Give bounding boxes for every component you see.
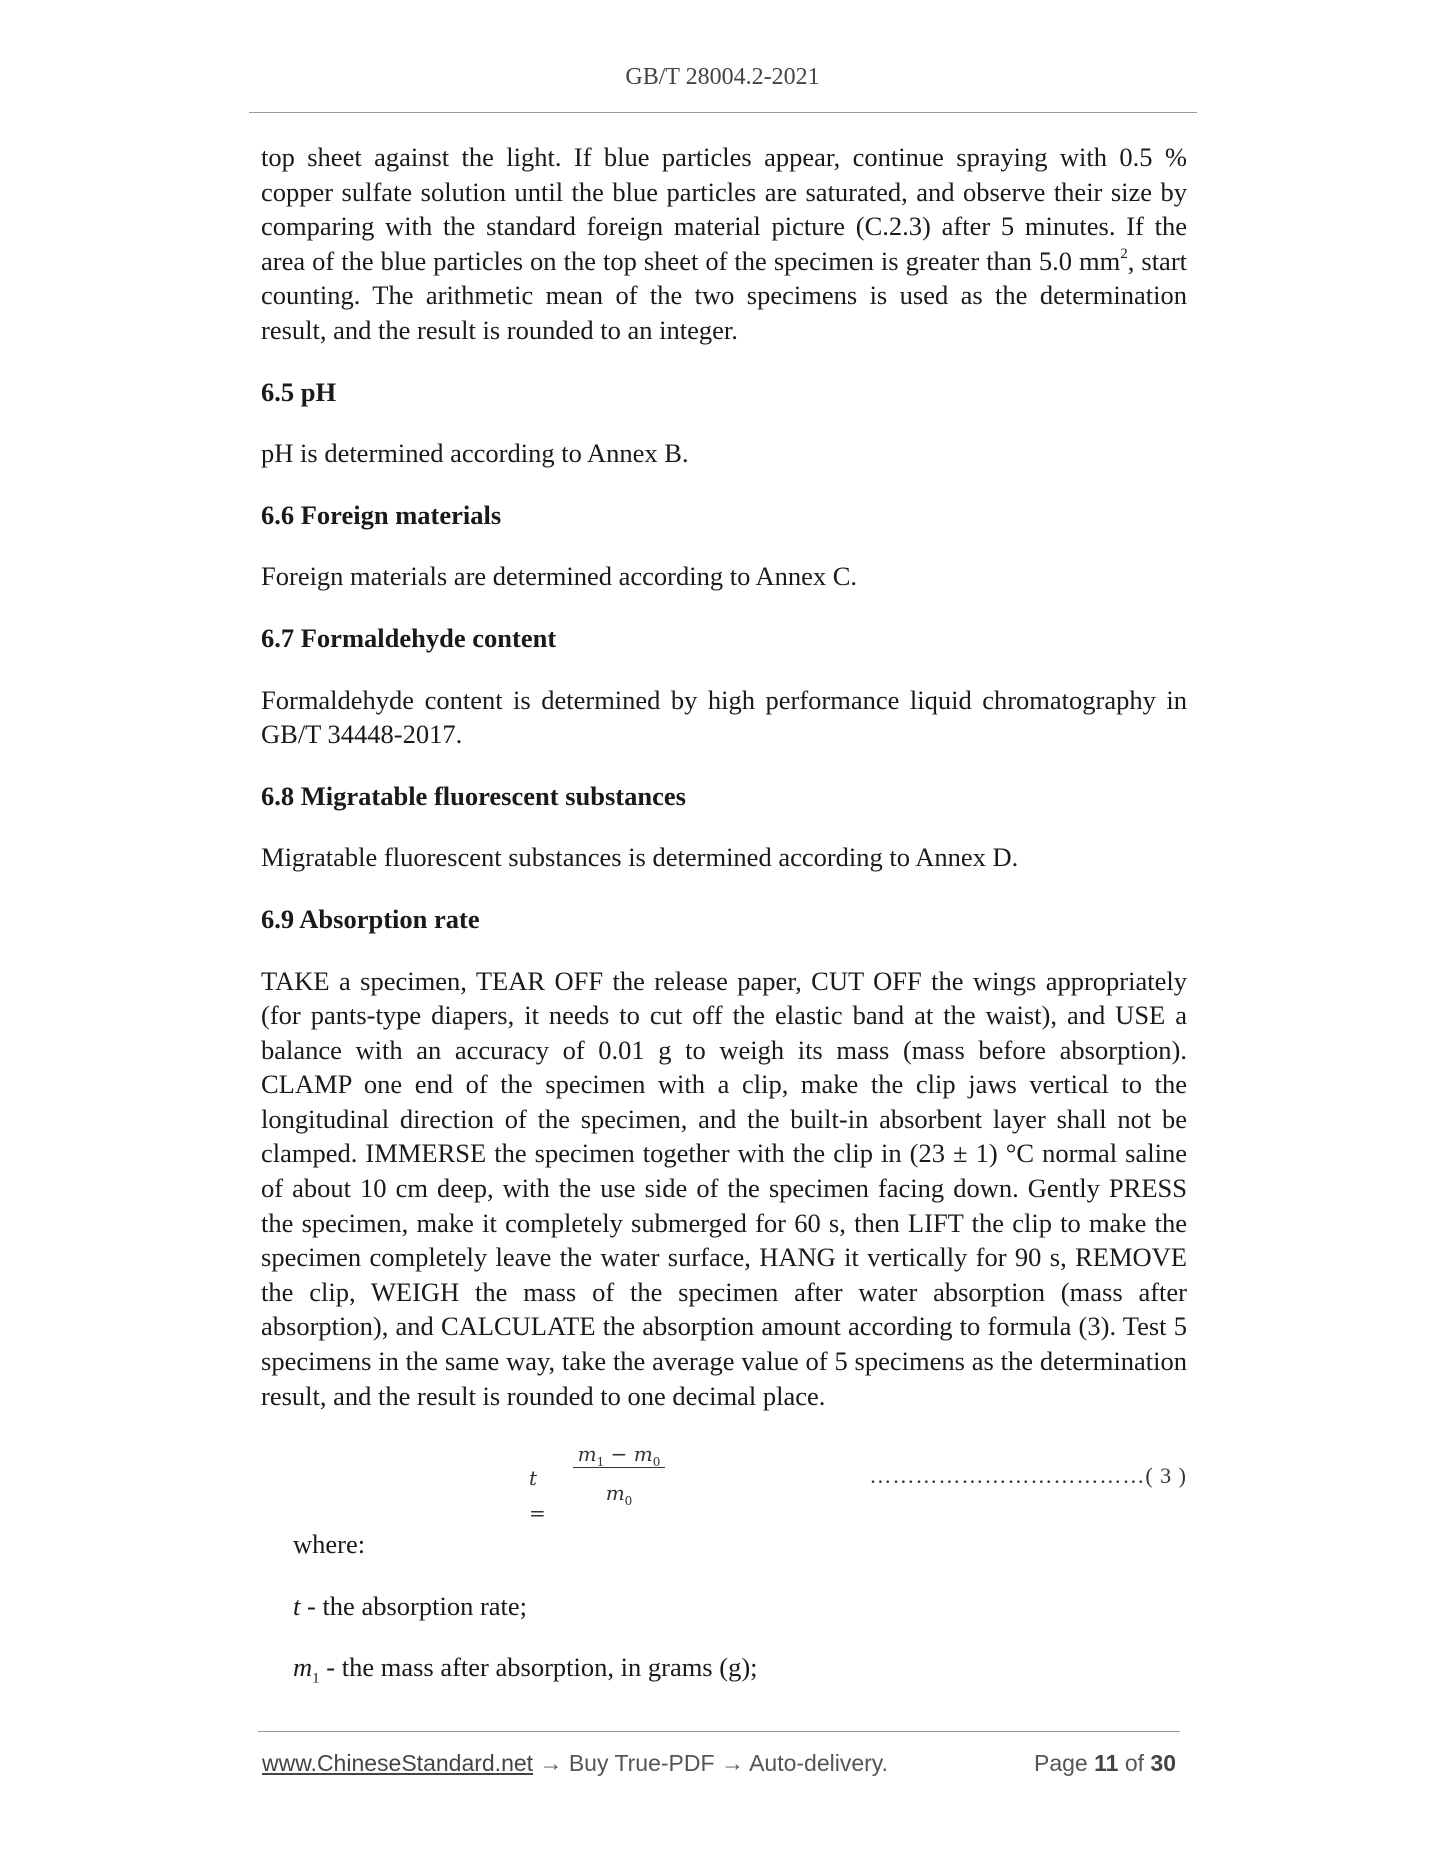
formula-lhs: t = — [529, 1466, 546, 1525]
page-indicator — [1034, 1750, 1176, 1777]
denominator: m — [605, 1481, 625, 1506]
auto-delivery-text: Auto-delivery. — [749, 1750, 888, 1776]
superscript: 2 — [1120, 245, 1128, 262]
numerator-a-sub: 1 — [596, 1455, 605, 1470]
section-6-6-heading: 6.6 Foreign materials — [261, 499, 502, 530]
document-header-title: GB/T 28004.2-2021 — [625, 64, 820, 90]
where-block — [293, 1527, 1187, 1696]
minus-sign: − — [604, 1442, 634, 1467]
page-label: Page — [1034, 1750, 1088, 1776]
denominator-sub: 0 — [624, 1494, 633, 1509]
equation-number — [869, 1459, 1187, 1494]
document-body — [261, 140, 1187, 1696]
buy-true-pdf-text: Buy True-PDF — [568, 1750, 715, 1776]
numerator-b: m — [633, 1442, 653, 1467]
section-6-5-body: pH is determined according to Annex B. — [261, 438, 689, 469]
equation-label: ( 3 ) — [1145, 1463, 1187, 1489]
where-item — [293, 1650, 1187, 1696]
where-item — [293, 1589, 1187, 1624]
variable-letter: m — [293, 1652, 313, 1683]
continuation-paragraph — [261, 140, 1187, 348]
formula-3 — [261, 1437, 1187, 1527]
header-divider — [249, 112, 1197, 113]
fraction-bar — [573, 1467, 665, 1468]
variable-desc: - the absorption rate; — [300, 1590, 528, 1621]
section-6-5-heading: 6.5 pH — [261, 376, 337, 407]
arrow-right-icon: → — [714, 1750, 750, 1776]
formula-numerator — [573, 1437, 665, 1470]
numerator-a: m — [577, 1442, 597, 1467]
page-of: of — [1124, 1750, 1145, 1776]
section-6-7-heading: 6.7 Formaldehyde content — [261, 622, 557, 653]
variable-desc: - the mass after absorption, in grams (g); — [319, 1652, 758, 1683]
page-total: 30 — [1150, 1750, 1176, 1776]
formula-denominator — [573, 1476, 665, 1519]
page-footer — [262, 1750, 1180, 1777]
where-label: where: — [293, 1529, 366, 1560]
arrow-right-icon: → — [533, 1750, 569, 1776]
section-6-9-body: TAKE a specimen, TEAR OFF the release paper, CUT OFF the wings appropriately (for pants-type diapers, it needs to cut off the elastic band at the waist), and USE a balance with an accuracy of 0.01 g to weigh its mass (mass before absorption). CLAMP one end of the specimen with a clip, make the clip jaws vertical to the longitudinal direction of the specimen, and the built-in absorbent layer shall not be clamped. IMMERSE the specimen together with the clip in (23 ± 1) °C normal saline of about 10 cm deep, with the use side of the specimen facing down. Gently PRESS the specimen, make it completely submerged for 60 s, then LIFT the clip to make the specimen completely leave the water surface, HANG it vertically for 90 s, REMOVE the clip, WEIGH the mass of the specimen after water absorption (mass after absorption), and CALCULATE the absorption amount according to formula (3). Test 5 specimens in the same way, take the average value of 5 specimens as the determination result, and the result is rounded to one decimal place. — [261, 965, 1187, 1411]
section-6-6-body: Foreign materials are determined according to Annex C. — [261, 561, 858, 592]
footer-divider — [258, 1731, 1180, 1732]
numerator-b-sub: 0 — [652, 1455, 661, 1470]
section-6-8-heading: 6.8 Migratable fluorescent substances — [261, 780, 686, 811]
continuation-text-b: , start counting. The arithmetic mean of the two specimens is used as the determination result, and the result is rounded to an integer. — [261, 245, 1188, 345]
variable-symbol — [293, 1652, 320, 1687]
page-current: 11 — [1094, 1750, 1119, 1776]
continuation-text-a: top sheet against the light. If blue particles appear, continue spraying with 0.5 % copper sulfate solution until the blue particles are saturated, and observe their size by comparing with the standard foreign material picture (C.2.3) after 5 minutes. If the area of the blue particles on the top sheet of the specimen is greater than 5.0 mm — [261, 142, 1187, 276]
variable-symbol: t — [293, 1590, 301, 1621]
variable-sub: 1 — [312, 1670, 320, 1687]
chinesestandard-link[interactable]: www.ChineseStandard.net — [262, 1750, 534, 1776]
section-6-9-heading: 6.9 Absorption rate — [261, 903, 480, 934]
dot-leader: ……………………………… — [869, 1463, 1146, 1489]
section-6-8-body: Migratable fluorescent substances is determined according to Annex D. — [261, 842, 1019, 873]
formula-fraction — [573, 1437, 665, 1519]
section-6-7-body: Formaldehyde content is determined by high performance liquid chromatography in GB/T 34448-2017. — [261, 684, 1187, 750]
